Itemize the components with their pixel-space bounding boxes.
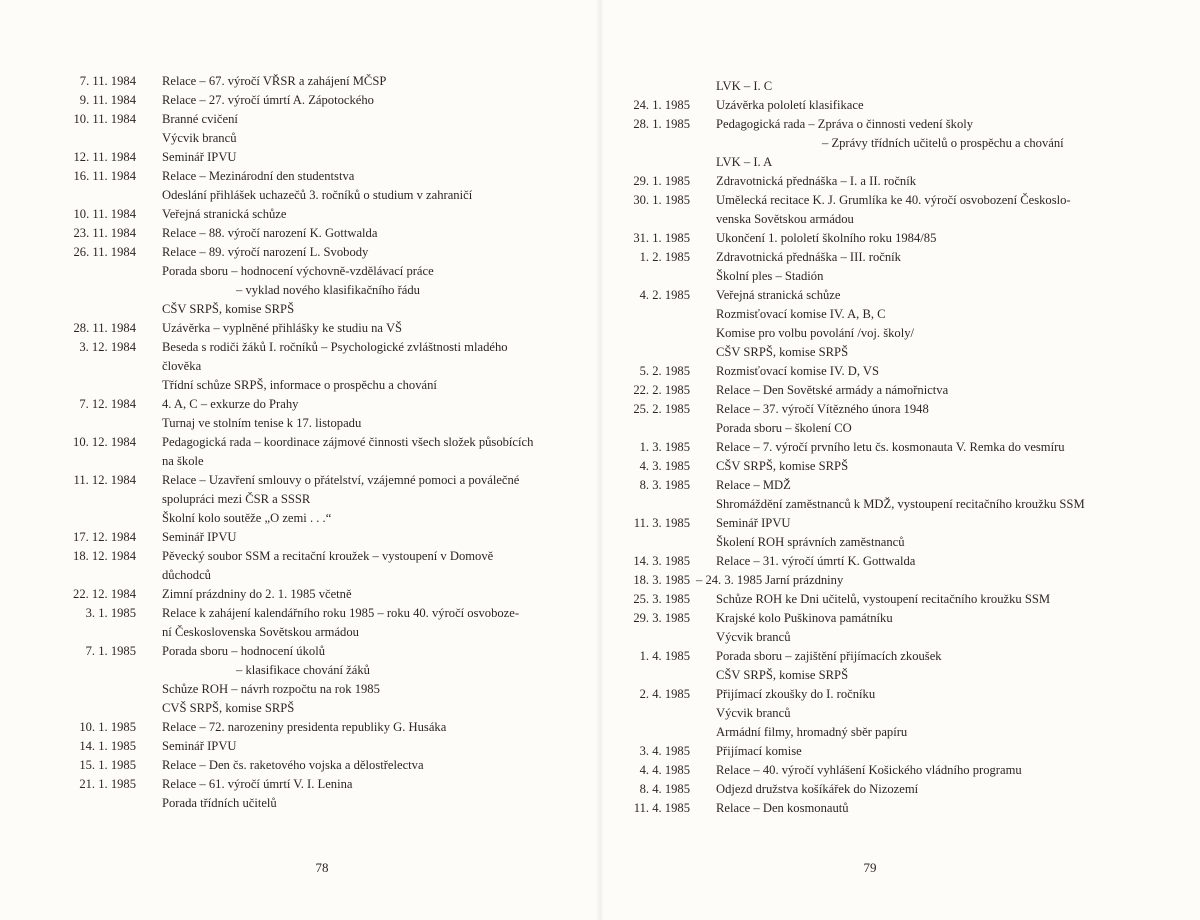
entry-date: 23. 11. 1984 xyxy=(73,226,136,240)
entry-date: 1. 2. 1985 xyxy=(639,250,690,264)
entry-text: Porada sboru – školení CO xyxy=(716,421,852,435)
entry-text: Komise pro volbu povolání /voj. školy/ xyxy=(716,326,914,340)
entry-text: Relace – 61. výročí úmrtí V. I. Lenina xyxy=(162,777,353,791)
entry-text: venska Sovětskou armádou xyxy=(716,212,854,226)
entry-text: Seminář IPVU xyxy=(162,150,237,164)
entry-text: Relace – 27. výročí úmrtí A. Zápotockého xyxy=(162,93,374,107)
entry-text: Relace – Den kosmonautů xyxy=(716,801,849,815)
entry-text: Pedagogická rada – Zpráva o činnosti vedení školy xyxy=(716,117,974,131)
entry-text: Relace – 7. výročí prvního letu čs. kosmonauta V. Remka do vesmíru xyxy=(716,440,1065,454)
entry-date: 26. 11. 1984 xyxy=(73,245,136,259)
entry-text: Porada třídních učitelů xyxy=(162,796,277,810)
entry-date: 17. 12. 1984 xyxy=(73,530,136,544)
entry-text: Školní ples – Stadión xyxy=(716,269,824,283)
entry-text: spolupráci mezi ČSR a SSSR xyxy=(162,492,311,506)
entry-text: Přijímací komise xyxy=(716,744,802,758)
entry-text: Veřejná stranická schůze xyxy=(716,288,841,302)
entry-date: 8. 4. 1985 xyxy=(639,782,690,796)
entry-text: CVŠ SRPŠ, komise SRPŠ xyxy=(162,701,295,715)
entry-date: 14. 1. 1985 xyxy=(79,739,136,753)
entry-date: 10. 12. 1984 xyxy=(73,435,136,449)
entry-text: CŠV SRPŠ, komise SRPŠ xyxy=(716,459,849,473)
entry-date: 21. 1. 1985 xyxy=(79,777,136,791)
entry-date: 11. 4. 1985 xyxy=(633,801,690,815)
entry-text: Zdravotnická přednáška – I. a II. ročník xyxy=(716,174,917,188)
entry-text: Pěvecký soubor SSM a recitační kroužek – vystoupení v Domově xyxy=(162,549,494,563)
entry-text: Schůze ROH ke Dni učitelů, vystoupení recitačního kroužku SSM xyxy=(716,592,1051,606)
entry-text: Armádní filmy, hromadný sběr papíru xyxy=(716,725,908,739)
entry-text: Relace – Den čs. raketového vojska a dělostřelectva xyxy=(162,758,424,772)
entry-date: 10. 11. 1984 xyxy=(73,207,136,221)
entry-text: Seminář IPVU xyxy=(716,516,791,530)
entry-date: 18. 3. 1985 xyxy=(633,573,690,587)
entry-text: Uzávěrka pololetí klasifikace xyxy=(716,98,864,112)
entry-text: Turnaj ve stolním tenise k 17. listopadu xyxy=(162,416,362,430)
left-page xyxy=(0,0,596,920)
entry-text: – Zprávy třídních učitelů o prospěchu a chování xyxy=(822,136,1064,150)
entry-text: Relace – 37. výročí Vítězného února 1948 xyxy=(716,402,929,416)
entry-date: 15. 1. 1985 xyxy=(79,758,136,772)
entry-text: LVK – I. A xyxy=(716,155,773,169)
entry-text: Ukončení 1. pololetí školního roku 1984/85 xyxy=(716,231,937,245)
entry-date: 25. 2. 1985 xyxy=(633,402,690,416)
entry-text: Relace – 31. výročí úmrtí K. Gottwalda xyxy=(716,554,916,568)
entry-date: 29. 1. 1985 xyxy=(633,174,690,188)
entry-text: Relace – 40. výročí vyhlášení Košického vládního programu xyxy=(716,763,1022,777)
entry-text: Výcvik branců xyxy=(162,131,237,145)
entry-text: Porada sboru – hodnocení úkolů xyxy=(162,644,325,658)
entry-text: Výcvik branců xyxy=(716,706,791,720)
entry-text: Relace – 67. výročí VŘSR a zahájení MČSP xyxy=(162,74,387,88)
entry-text: Odjezd družstva košíkářek do Nizozemí xyxy=(716,782,919,796)
entry-text: Umělecká recitace K. J. Grumlíka ke 40. výročí osvobození Českoslo- xyxy=(716,193,1071,207)
entry-text: Relace – 88. výročí narození K. Gottwalda xyxy=(162,226,378,240)
entry-date: 3. 4. 1985 xyxy=(639,744,690,758)
entry-text: 4. A, C – exkurze do Prahy xyxy=(162,397,299,411)
entry-text: člověka xyxy=(162,359,202,373)
book-gutter xyxy=(596,0,604,920)
entry-text: Odeslání přihlášek uchazečů 3. ročníků o studium v zahraničí xyxy=(162,188,473,202)
entry-text: – klasifikace chování žáků xyxy=(236,663,370,677)
entry-date: 3. 12. 1984 xyxy=(79,340,136,354)
entry-date: 4. 2. 1985 xyxy=(639,288,690,302)
entry-date: 22. 12. 1984 xyxy=(73,587,136,601)
entry-text: Schůze ROH – návrh rozpočtu na rok 1985 xyxy=(162,682,380,696)
entry-text: Třídní schůze SRPŠ, informace o prospěchu a chování xyxy=(162,378,437,392)
entry-text: Porada sboru – hodnocení výchovně-vzdělávací práce xyxy=(162,264,434,278)
entry-date: 3. 1. 1985 xyxy=(85,606,136,620)
entry-text: Uzávěrka – vyplněné přihlášky ke studiu na VŠ xyxy=(162,321,403,335)
entry-date: 5. 2. 1985 xyxy=(639,364,690,378)
entry-text: Relace – Uzavření smlouvy o přátelství, vzájemné pomoci a poválečné xyxy=(162,473,520,487)
entry-text: Přijímací zkoušky do I. ročníku xyxy=(716,687,876,701)
entry-text: Relace – Den Sovětské armády a námořnictva xyxy=(716,383,949,397)
entry-text: Seminář IPVU xyxy=(162,739,237,753)
entry-text: důchodců xyxy=(162,568,211,582)
entry-text: Relace – 72. narozeniny presidenta republiky G. Husáka xyxy=(162,720,447,734)
entry-text: Relace k zahájení kalendářního roku 1985 – roku 40. výročí osvoboze- xyxy=(162,606,520,620)
entry-date: 4. 3. 1985 xyxy=(639,459,690,473)
entry-date: 9. 11. 1984 xyxy=(79,93,136,107)
entry-text: Zimní prázdniny do 2. 1. 1985 včetně xyxy=(162,587,352,601)
entry-text: Shromáždění zaměstnanců k MDŽ, vystoupení recitačního kroužku SSM xyxy=(716,497,1085,511)
entry-text: – 24. 3. 1985 Jarní prázdniny xyxy=(696,573,844,587)
entry-text: CŠV SRPŠ, komise SRPŠ xyxy=(716,668,849,682)
entry-text: CŠV SRPŠ, komise SRPŠ xyxy=(716,345,849,359)
entry-date: 31. 1. 1985 xyxy=(633,231,690,245)
entry-date: 29. 3. 1985 xyxy=(633,611,690,625)
entry-date: 2. 4. 1985 xyxy=(639,687,690,701)
entry-text: – vyklad nového klasifikačního řádu xyxy=(236,283,420,297)
entry-date: 4. 4. 1985 xyxy=(639,763,690,777)
entry-text: Porada sboru – zajištění přijímacích zkoušek xyxy=(716,649,942,663)
entry-text: LVK – I. C xyxy=(716,79,773,93)
entry-text: Školení ROH správních zaměstnanců xyxy=(716,535,905,549)
entry-date: 11. 12. 1984 xyxy=(73,473,136,487)
entry-text: Branné cvičení xyxy=(162,112,238,126)
entry-date: 14. 3. 1985 xyxy=(633,554,690,568)
entry-date: 18. 12. 1984 xyxy=(73,549,136,563)
right-page xyxy=(604,0,1200,920)
entry-text: Zdravotnická přednáška – III. ročník xyxy=(716,250,901,264)
entry-date: 8. 3. 1985 xyxy=(639,478,690,492)
entry-text: Seminář IPVU xyxy=(162,530,237,544)
entry-date: 7. 1. 1985 xyxy=(85,644,136,658)
page-number: 78 xyxy=(315,860,329,875)
entry-date: 30. 1. 1985 xyxy=(633,193,690,207)
entry-text: ní Československa Sovětskou armádou xyxy=(162,625,359,639)
entry-text: Relace – 89. výročí narození L. Svobody xyxy=(162,245,369,259)
entry-date: 24. 1. 1985 xyxy=(633,98,690,112)
entry-text: Rozmisťovací komise IV. D, VS xyxy=(716,364,880,378)
entry-text: Krajské kolo Puškinova památníku xyxy=(716,611,893,625)
entry-date: 1. 4. 1985 xyxy=(639,649,690,663)
entry-date: 7. 11. 1984 xyxy=(79,74,136,88)
entry-text: Relace – MDŽ xyxy=(716,478,791,492)
entry-date: 1. 3. 1985 xyxy=(639,440,690,454)
entry-date: 11. 3. 1985 xyxy=(633,516,690,530)
entry-text: Relace – Mezinárodní den studentstva xyxy=(162,169,355,183)
entry-text: Školní kolo soutěže „O zemi . . .“ xyxy=(162,511,332,525)
entry-text: Veřejná stranická schůze xyxy=(162,207,287,221)
entry-date: 16. 11. 1984 xyxy=(73,169,136,183)
entry-text: Pedagogická rada – koordinace zájmové činnosti všech složek působících xyxy=(162,435,534,449)
page-number: 79 xyxy=(863,860,877,875)
entry-date: 7. 12. 1984 xyxy=(79,397,136,411)
entry-text: Výcvik branců xyxy=(716,630,791,644)
entry-date: 10. 1. 1985 xyxy=(79,720,136,734)
entry-text: na škole xyxy=(162,454,204,468)
entry-date: 10. 11. 1984 xyxy=(73,112,136,126)
entry-date: 22. 2. 1985 xyxy=(633,383,690,397)
entry-date: 28. 1. 1985 xyxy=(633,117,690,131)
entry-text: CŠV SRPŠ, komise SRPŠ xyxy=(162,302,295,316)
entry-text: Beseda s rodiči žáků I. ročníků – Psychologické zvláštnosti mladého xyxy=(162,340,508,354)
entry-date: 12. 11. 1984 xyxy=(73,150,136,164)
entry-date: 25. 3. 1985 xyxy=(633,592,690,606)
entry-date: 28. 11. 1984 xyxy=(73,321,136,335)
entry-text: Rozmisťovací komise IV. A, B, C xyxy=(716,307,886,321)
